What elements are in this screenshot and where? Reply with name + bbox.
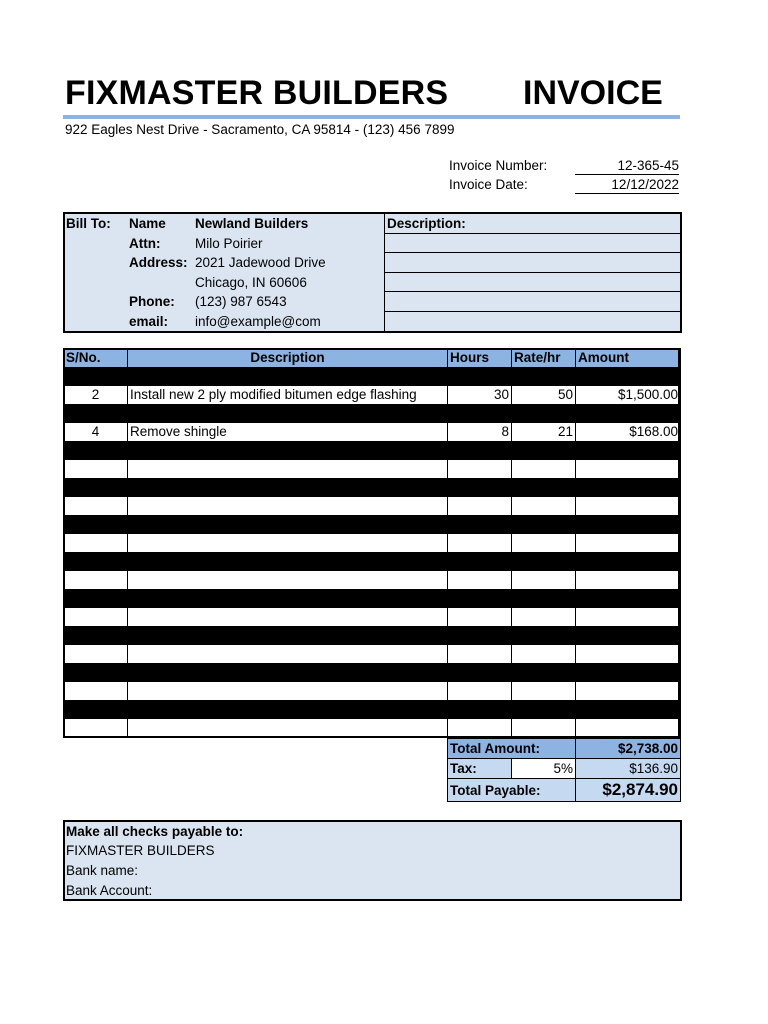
cell-sno[interactable] bbox=[64, 441, 128, 460]
description-line[interactable] bbox=[385, 233, 681, 234]
cell-sno[interactable] bbox=[64, 682, 128, 701]
document-type-title: INVOICE bbox=[523, 74, 663, 112]
cell-description[interactable] bbox=[128, 608, 448, 627]
cell-amount[interactable] bbox=[576, 626, 681, 645]
address-line2[interactable]: Chicago, IN 60606 bbox=[195, 275, 307, 290]
cell-sno[interactable]: 2 bbox=[64, 386, 128, 405]
attn-value[interactable]: Milo Poirier bbox=[195, 236, 263, 251]
bill-to-heading: Bill To: bbox=[66, 216, 111, 231]
cell-amount[interactable] bbox=[576, 663, 681, 682]
description-line[interactable] bbox=[385, 272, 681, 273]
cell-description[interactable] bbox=[128, 663, 448, 682]
invoice-number-label: Invoice Number: bbox=[449, 158, 548, 173]
cell-sno[interactable] bbox=[64, 515, 128, 534]
cell-hours[interactable]: 30 bbox=[448, 386, 512, 405]
table-row bbox=[64, 571, 681, 590]
cell-sno[interactable] bbox=[64, 663, 128, 682]
cell-description[interactable] bbox=[128, 571, 448, 590]
cell-amount[interactable]: $168.00 bbox=[576, 423, 681, 442]
table-row bbox=[64, 663, 681, 682]
cell-rate[interactable] bbox=[512, 441, 576, 460]
table-row bbox=[64, 626, 681, 645]
cell-sno[interactable] bbox=[64, 404, 128, 423]
cell-sno[interactable] bbox=[64, 700, 128, 719]
table-row bbox=[64, 460, 681, 479]
cell-amount[interactable] bbox=[576, 719, 681, 738]
cell-rate[interactable] bbox=[512, 571, 576, 590]
cell-sno[interactable] bbox=[64, 589, 128, 608]
cell-amount[interactable] bbox=[576, 460, 681, 479]
cell-amount[interactable] bbox=[576, 682, 681, 701]
cell-sno[interactable] bbox=[64, 571, 128, 590]
address-label: Address: bbox=[129, 255, 188, 270]
invoice-date-value[interactable]: 12/12/2022 bbox=[575, 176, 679, 194]
table-row bbox=[64, 404, 681, 423]
cell-hours[interactable] bbox=[448, 589, 512, 608]
cell-rate[interactable] bbox=[512, 626, 576, 645]
bill-to-section bbox=[63, 212, 682, 333]
total-amount-label: Total Amount: bbox=[448, 739, 576, 759]
cell-rate[interactable] bbox=[512, 497, 576, 516]
name-label: Name bbox=[129, 216, 166, 231]
cell-hours[interactable] bbox=[448, 608, 512, 627]
cell-hours[interactable] bbox=[448, 404, 512, 423]
cell-rate[interactable] bbox=[512, 534, 576, 553]
cell-amount[interactable] bbox=[576, 645, 681, 664]
cell-description[interactable] bbox=[128, 515, 448, 534]
cell-amount[interactable] bbox=[576, 404, 681, 423]
cell-sno[interactable] bbox=[64, 608, 128, 627]
cell-hours[interactable] bbox=[448, 719, 512, 738]
description-line[interactable] bbox=[385, 252, 681, 253]
cell-rate[interactable] bbox=[512, 367, 576, 386]
cell-amount[interactable] bbox=[576, 367, 681, 386]
cell-description[interactable] bbox=[128, 534, 448, 553]
address-line1[interactable]: 2021 Jadewood Drive bbox=[195, 255, 326, 270]
cell-hours[interactable] bbox=[448, 626, 512, 645]
tax-value: $136.90 bbox=[576, 759, 681, 779]
line-items-table bbox=[63, 348, 681, 738]
cell-sno[interactable] bbox=[64, 552, 128, 571]
table-row bbox=[64, 534, 681, 553]
tax-row bbox=[448, 759, 681, 779]
payment-instructions bbox=[63, 820, 682, 901]
email-label: email: bbox=[129, 314, 169, 329]
col-header-description: Description bbox=[128, 349, 448, 368]
table-row bbox=[64, 497, 681, 516]
col-header-hours: Hours bbox=[448, 349, 512, 368]
cell-hours[interactable] bbox=[448, 682, 512, 701]
total-payable-value: $2,874.90 bbox=[576, 779, 681, 802]
cell-amount[interactable] bbox=[576, 589, 681, 608]
tax-rate-input[interactable]: 5% bbox=[512, 759, 576, 779]
table-row bbox=[64, 478, 681, 497]
cell-hours[interactable] bbox=[448, 478, 512, 497]
cell-sno[interactable] bbox=[64, 460, 128, 479]
cell-description[interactable] bbox=[128, 552, 448, 571]
cell-amount[interactable] bbox=[576, 478, 681, 497]
cell-description[interactable] bbox=[128, 589, 448, 608]
cell-description[interactable] bbox=[128, 478, 448, 497]
cell-sno[interactable] bbox=[64, 367, 128, 386]
cell-description[interactable] bbox=[128, 645, 448, 664]
cell-description[interactable] bbox=[128, 441, 448, 460]
cell-hours[interactable] bbox=[448, 460, 512, 479]
description-area bbox=[384, 214, 681, 331]
company-address: 922 Eagles Nest Drive - Sacramento, CA 95814 - (123) 456 7899 bbox=[65, 122, 455, 137]
cell-rate[interactable] bbox=[512, 663, 576, 682]
cell-rate[interactable] bbox=[512, 682, 576, 701]
client-name[interactable]: Newland Builders bbox=[195, 216, 309, 231]
cell-sno[interactable] bbox=[64, 645, 128, 664]
cell-description[interactable] bbox=[128, 367, 448, 386]
total-amount-row bbox=[448, 739, 681, 759]
cell-description[interactable]: Remove shingle bbox=[128, 423, 448, 442]
cell-sno[interactable] bbox=[64, 497, 128, 516]
table-header-row bbox=[64, 349, 681, 368]
total-amount-value: $2,738.00 bbox=[576, 739, 681, 759]
cell-rate[interactable] bbox=[512, 404, 576, 423]
table-row bbox=[64, 645, 681, 664]
table-row bbox=[64, 423, 681, 442]
cell-rate[interactable] bbox=[512, 608, 576, 627]
phone-label: Phone: bbox=[129, 294, 175, 309]
email-value[interactable]: info@example@com bbox=[195, 314, 321, 329]
payment-heading: Make all checks payable to: bbox=[66, 824, 244, 839]
cell-hours[interactable] bbox=[448, 534, 512, 553]
cell-hours[interactable] bbox=[448, 515, 512, 534]
cell-description[interactable] bbox=[128, 404, 448, 423]
cell-rate[interactable] bbox=[512, 719, 576, 738]
table-row bbox=[64, 682, 681, 701]
description-line[interactable] bbox=[385, 311, 681, 312]
cell-rate[interactable] bbox=[512, 460, 576, 479]
bank-name-label[interactable]: Bank name: bbox=[66, 863, 139, 878]
bank-account-label[interactable]: Bank Account: bbox=[66, 883, 153, 898]
table-row bbox=[64, 552, 681, 571]
cell-amount[interactable] bbox=[576, 497, 681, 516]
totals-table bbox=[447, 738, 681, 802]
cell-amount[interactable] bbox=[576, 552, 681, 571]
cell-rate[interactable] bbox=[512, 552, 576, 571]
table-row bbox=[64, 589, 681, 608]
invoice-number-value[interactable]: 12-365-45 bbox=[575, 157, 679, 175]
invoice-date-label: Invoice Date: bbox=[449, 177, 528, 192]
cell-amount[interactable] bbox=[576, 700, 681, 719]
cell-hours[interactable] bbox=[448, 367, 512, 386]
cell-amount[interactable] bbox=[576, 534, 681, 553]
cell-rate[interactable] bbox=[512, 589, 576, 608]
description-label: Description: bbox=[387, 216, 466, 231]
cell-amount[interactable] bbox=[576, 608, 681, 627]
cell-hours[interactable] bbox=[448, 571, 512, 590]
table-row bbox=[64, 367, 681, 386]
cell-hours[interactable]: 8 bbox=[448, 423, 512, 442]
cell-sno[interactable] bbox=[64, 478, 128, 497]
table-row bbox=[64, 608, 681, 627]
total-payable-row bbox=[448, 779, 681, 802]
cell-rate[interactable] bbox=[512, 700, 576, 719]
cell-amount[interactable] bbox=[576, 571, 681, 590]
cell-description[interactable] bbox=[128, 460, 448, 479]
attn-label: Attn: bbox=[129, 236, 161, 251]
table-row bbox=[64, 515, 681, 534]
cell-hours[interactable] bbox=[448, 645, 512, 664]
col-header-sno: S/No. bbox=[64, 349, 128, 368]
description-line[interactable] bbox=[385, 291, 681, 292]
table-row bbox=[64, 719, 681, 738]
table-row bbox=[64, 441, 681, 460]
cell-hours[interactable] bbox=[448, 700, 512, 719]
total-payable-label: Total Payable: bbox=[448, 779, 576, 802]
cell-hours[interactable] bbox=[448, 552, 512, 571]
company-name: FIXMASTER BUILDERS bbox=[65, 74, 449, 112]
cell-amount[interactable] bbox=[576, 441, 681, 460]
col-header-rate: Rate/hr bbox=[512, 349, 576, 368]
cell-rate[interactable]: 50 bbox=[512, 386, 576, 405]
cell-description[interactable] bbox=[128, 682, 448, 701]
cell-hours[interactable] bbox=[448, 497, 512, 516]
header-divider bbox=[63, 115, 680, 119]
cell-sno[interactable] bbox=[64, 626, 128, 645]
table-row bbox=[64, 700, 681, 719]
phone-value[interactable]: (123) 987 6543 bbox=[195, 294, 287, 309]
cell-rate[interactable] bbox=[512, 645, 576, 664]
table-row bbox=[64, 386, 681, 405]
col-header-amount: Amount bbox=[576, 349, 681, 368]
cell-rate[interactable]: 21 bbox=[512, 423, 576, 442]
cell-rate[interactable] bbox=[512, 515, 576, 534]
cell-sno[interactable]: 4 bbox=[64, 423, 128, 442]
cell-description[interactable] bbox=[128, 497, 448, 516]
cell-sno[interactable] bbox=[64, 534, 128, 553]
cell-sno[interactable] bbox=[64, 719, 128, 738]
cell-amount[interactable]: $1,500.00 bbox=[576, 386, 681, 405]
cell-hours[interactable] bbox=[448, 441, 512, 460]
cell-rate[interactable] bbox=[512, 478, 576, 497]
cell-description[interactable] bbox=[128, 719, 448, 738]
cell-description[interactable]: Install new 2 ply modified bitumen edge flashing bbox=[128, 386, 448, 405]
line-items-body bbox=[64, 367, 681, 737]
payee-name: FIXMASTER BUILDERS bbox=[66, 843, 215, 858]
cell-hours[interactable] bbox=[448, 663, 512, 682]
cell-description[interactable] bbox=[128, 626, 448, 645]
tax-label: Tax: bbox=[448, 759, 512, 779]
cell-description[interactable] bbox=[128, 700, 448, 719]
cell-amount[interactable] bbox=[576, 515, 681, 534]
